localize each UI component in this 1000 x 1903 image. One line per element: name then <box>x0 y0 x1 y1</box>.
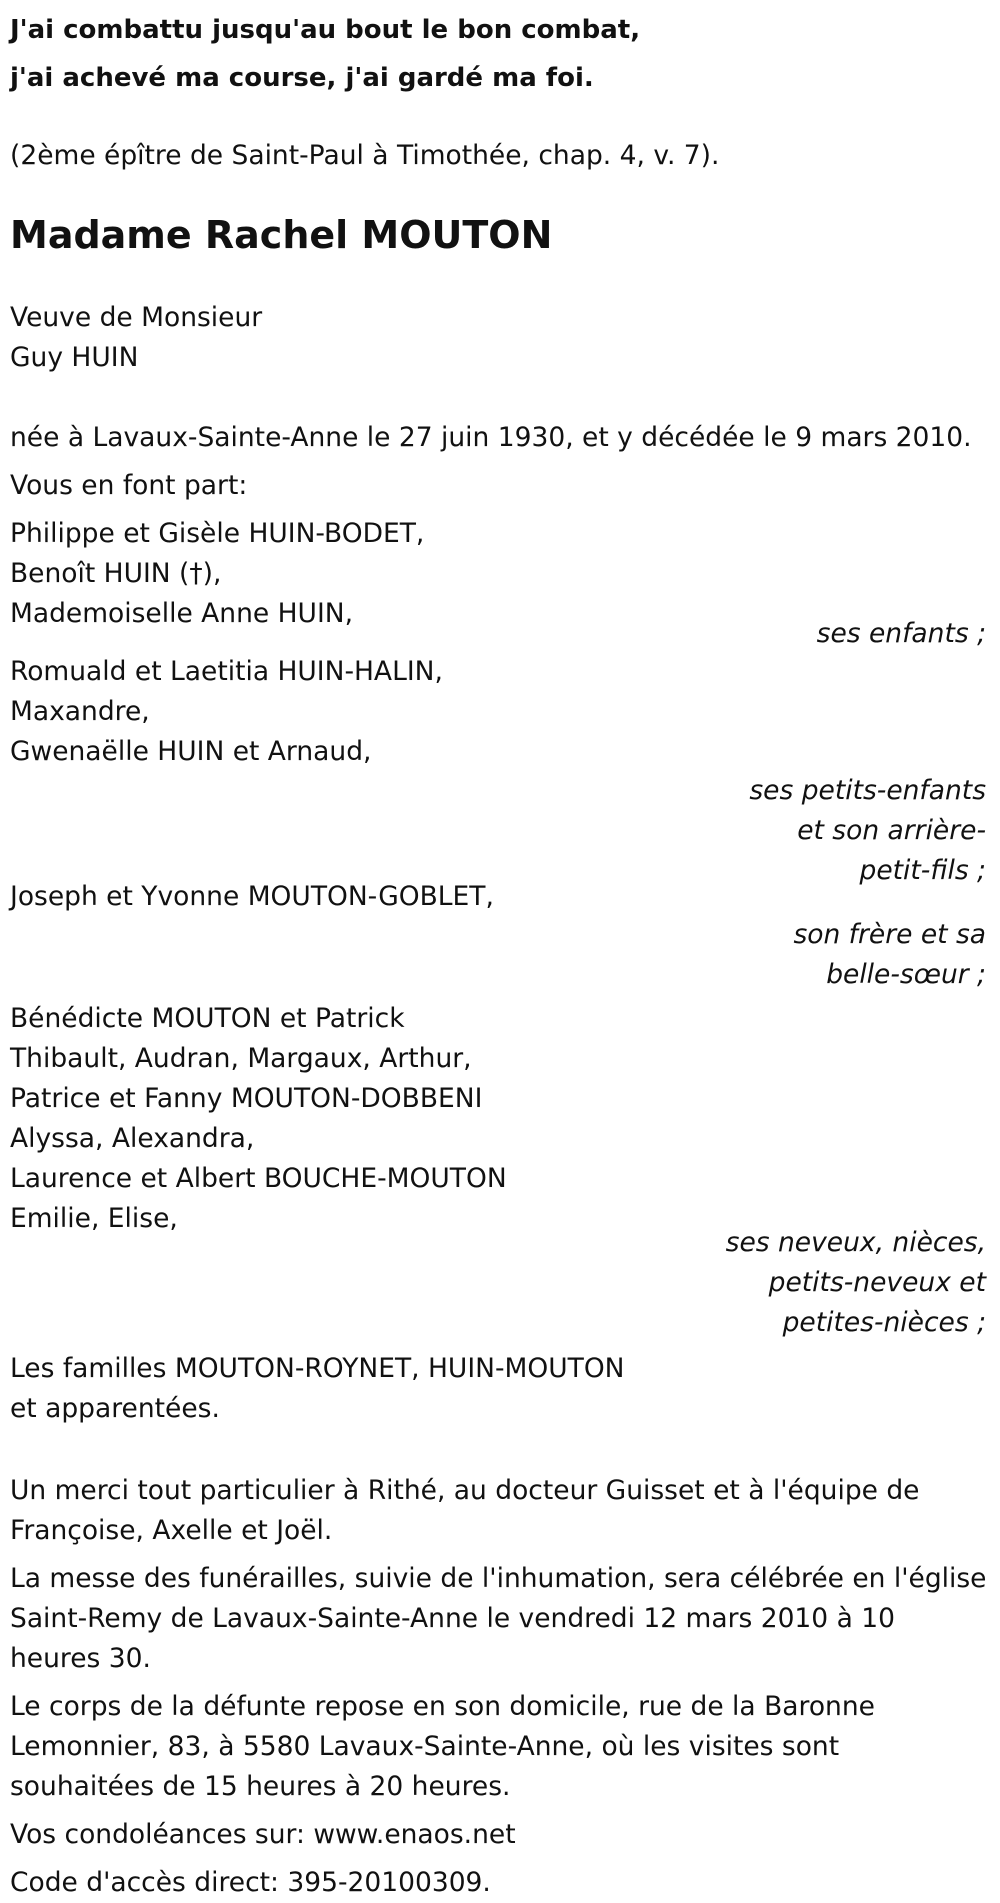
repose-paragraph: Le corps de la défunte repose en son domicile, rue de la Baronne Lemonnier, 83, à 5580 Lavaux-Sainte-Anne, où les visites sont souhaitées de 15 heures à 20 heures. <box>10 1691 875 1802</box>
funeral-paragraph: La messe des funérailles, suivie de l'inhumation, sera célébrée en l'église Saint-Remy de Lavaux-Sainte-Anne le vendredi 12 mars 2010 à 10 heures 30. <box>10 1563 987 1674</box>
deceased-name: Madame Rachel MOUTON <box>10 213 553 257</box>
birth-death-line: née à Lavaux-Sainte-Anne le 27 juin 1930, et y décédée le 9 mars 2010. <box>10 422 972 453</box>
relation-line: petits-neveux et <box>768 1267 986 1298</box>
thanks-paragraph: Un merci tout particulier à Rithé, au docteur Guisset et à l'équipe de Françoise, Axelle et Joël. <box>10 1475 920 1546</box>
family-name-line: Thibault, Audran, Margaux, Arthur, <box>10 1043 472 1074</box>
relation-line: son frère et sa <box>793 919 986 950</box>
widow-line-2: Guy HUIN <box>10 342 139 373</box>
grandchildren-group <box>10 652 990 891</box>
families-group <box>10 1349 990 1429</box>
widow-info <box>10 298 990 378</box>
family-name-line: Gwenaëlle HUIN et Arnaud, <box>10 736 372 767</box>
family-name-line: Joseph et Yvonne MOUTON-GOBLET, <box>10 881 494 912</box>
family-name-line: Laurence et Albert BOUCHE-MOUTON <box>10 1163 507 1194</box>
quote-line-1: J'ai combattu jusqu'au bout le bon combat, <box>10 15 641 45</box>
relation-line: petit-fils ; <box>859 855 986 886</box>
family-name-line: Maxandre, <box>10 696 150 727</box>
quote-line-2: j'ai achevé ma course, j'ai gardé ma foi. <box>10 63 594 93</box>
family-name-line: Bénédicte MOUTON et Patrick <box>10 1003 405 1034</box>
widow-line-1: Veuve de Monsieur <box>10 302 263 333</box>
relation-line: petites-nièces ; <box>782 1307 986 1338</box>
family-name-line: Mademoiselle Anne HUIN, <box>10 598 354 629</box>
relation-label <box>10 915 990 995</box>
family-name-line: Emilie, Elise, <box>10 1203 178 1234</box>
families-line-1: Les familles MOUTON-ROYNET, HUIN-MOUTON <box>10 1353 625 1384</box>
announcement-intro: Vous en font part: <box>10 470 248 501</box>
relation-line: ses neveux, nièces, <box>725 1227 986 1258</box>
access-code-line: Code d'accès direct: 395-20100309. <box>10 1867 491 1898</box>
family-name-line: Alyssa, Alexandra, <box>10 1123 255 1154</box>
relation-line: ses enfants ; <box>816 618 986 649</box>
condolences-line: Vos condoléances sur: www.enaos.net <box>10 1819 516 1850</box>
children-group <box>10 514 990 654</box>
family-name-line: Patrice et Fanny MOUTON-DOBBENI <box>10 1083 483 1114</box>
relation-line: ses petits-enfants <box>749 775 986 806</box>
relation-label <box>10 1223 990 1343</box>
family-name-line: Benoît HUIN (†), <box>10 558 222 589</box>
nephews-group <box>10 999 990 1343</box>
relation-line: belle-sœur ; <box>826 959 986 990</box>
families-line-2: et apparentées. <box>10 1393 220 1424</box>
family-name-line: Romuald et Laetitia HUIN-HALIN, <box>10 656 443 687</box>
quote-reference: (2ème épître de Saint-Paul à Timothée, chap. 4, v. 7). <box>10 140 720 171</box>
family-name-line: Philippe et Gisèle HUIN-BODET, <box>10 518 425 549</box>
relation-line: et son arrière- <box>797 815 986 846</box>
sibling-group <box>10 877 990 995</box>
bible-quote <box>10 0 990 102</box>
relation-label <box>10 771 990 891</box>
